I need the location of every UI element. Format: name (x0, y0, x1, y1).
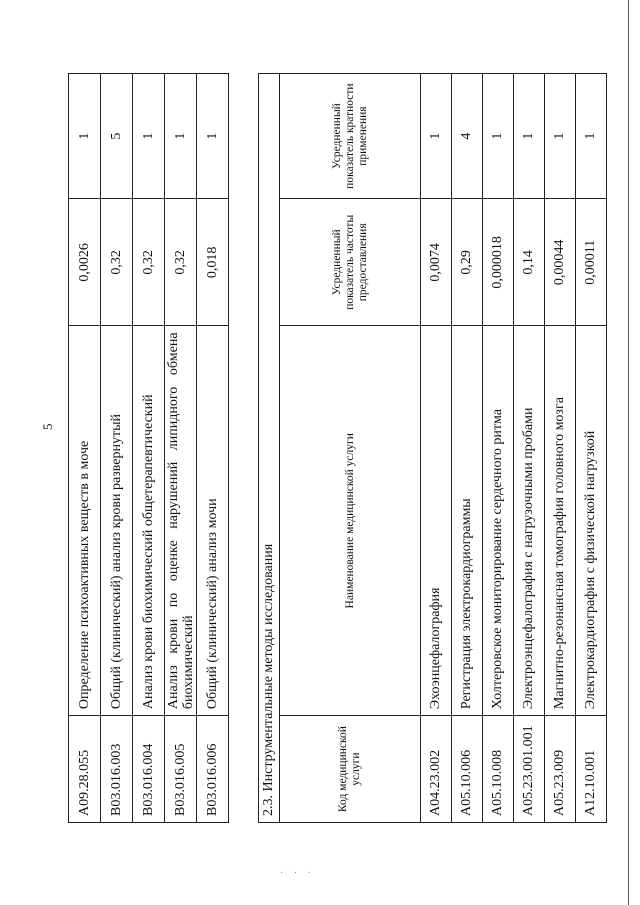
service-name: Электрокардиография с физической нагрузкой (576, 326, 607, 716)
page-number: 5 (40, 423, 55, 430)
service-name-line-1: Анализ крови по оценке нарушений липидного обмена (165, 332, 181, 710)
table-row (165, 74, 197, 823)
multiplicity-value: 1 (69, 74, 101, 199)
multiplicity-value: 1 (421, 74, 452, 199)
table-row (576, 74, 607, 823)
multiplicity-value: 1 (514, 74, 545, 199)
service-code: B03.016.003 (101, 716, 133, 823)
table-row (133, 74, 165, 823)
service-name: Определение психоактивных веществ в моче (69, 326, 101, 716)
multiplicity-value: 1 (165, 74, 197, 199)
page-edge-line (628, 0, 629, 905)
service-code: B03.016.005 (165, 716, 197, 823)
service-name: Общий (клинический) анализ крови развернутый (101, 326, 133, 716)
table-row (101, 74, 133, 823)
frequency-value: 0,00044 (545, 199, 576, 326)
multiplicity-value: 1 (545, 74, 576, 199)
service-code: B03.016.006 (197, 716, 229, 823)
service-name: Электроэнцефалография с нагрузочными пробами (514, 326, 545, 716)
multiplicity-value: 1 (133, 74, 165, 199)
section-title-row (259, 74, 280, 823)
service-name-line-2: биохимический (180, 615, 196, 710)
service-name (165, 326, 197, 716)
lab-tests-table (68, 73, 229, 823)
service-name: Магнитно-резонансная томография головного мозга (545, 326, 576, 716)
service-code: A04.23.002 (421, 716, 452, 823)
frequency-value: 0,32 (165, 199, 197, 326)
service-name: Холтеровское мониторирование сердечного ритма (483, 326, 514, 716)
multiplicity-value: 1 (576, 74, 607, 199)
table-row (514, 74, 545, 823)
section-title: 2.3. Инструментальные методы исследования (259, 74, 280, 823)
service-name: Анализ крови биохимический общетерапевтический (133, 326, 165, 716)
header-multiplicity: Усредненный показатель кратности применения (280, 74, 421, 199)
service-code: A05.23.009 (545, 716, 576, 823)
table-row (483, 74, 514, 823)
service-code: A12.10.001 (576, 716, 607, 823)
service-code: A05.23.001.001 (514, 716, 545, 823)
instrumental-methods-table (258, 73, 607, 823)
frequency-value: 0,000018 (483, 199, 514, 326)
frequency-value: 0,0074 (421, 199, 452, 326)
service-code: A05.10.008 (483, 716, 514, 823)
header-code: Код медицинской услуги (280, 716, 421, 823)
multiplicity-value: 5 (101, 74, 133, 199)
table-row (69, 74, 101, 823)
frequency-value: 0,32 (101, 199, 133, 326)
table-header-row (280, 74, 421, 823)
multiplicity-value: 1 (197, 74, 229, 199)
service-code: A05.10.006 (452, 716, 483, 823)
frequency-value: 0,32 (133, 199, 165, 326)
table-row (421, 74, 452, 823)
service-name: Эхоэнцефалография (421, 326, 452, 716)
multiplicity-value: 1 (483, 74, 514, 199)
service-name: Регистрация электрокардиограммы (452, 326, 483, 716)
table-row (197, 74, 229, 823)
frequency-value: 0,00011 (576, 199, 607, 326)
frequency-value: 0,29 (452, 199, 483, 326)
service-code: B03.016.004 (133, 716, 165, 823)
rotated-content (68, 73, 620, 823)
frequency-value: 0,14 (514, 199, 545, 326)
frequency-value: 0,0026 (69, 199, 101, 326)
header-name: Наименование медицинской услуги (280, 326, 421, 716)
service-code: A09.28.055 (69, 716, 101, 823)
multiplicity-value: 4 (452, 74, 483, 199)
service-name: Общий (клинический) анализ мочи (197, 326, 229, 716)
header-frequency: Усредненный показатель частоты предоставления (280, 199, 421, 326)
frequency-value: 0,018 (197, 199, 229, 326)
table-row (452, 74, 483, 823)
scan-artifact: · · · (280, 868, 315, 879)
table-row (545, 74, 576, 823)
